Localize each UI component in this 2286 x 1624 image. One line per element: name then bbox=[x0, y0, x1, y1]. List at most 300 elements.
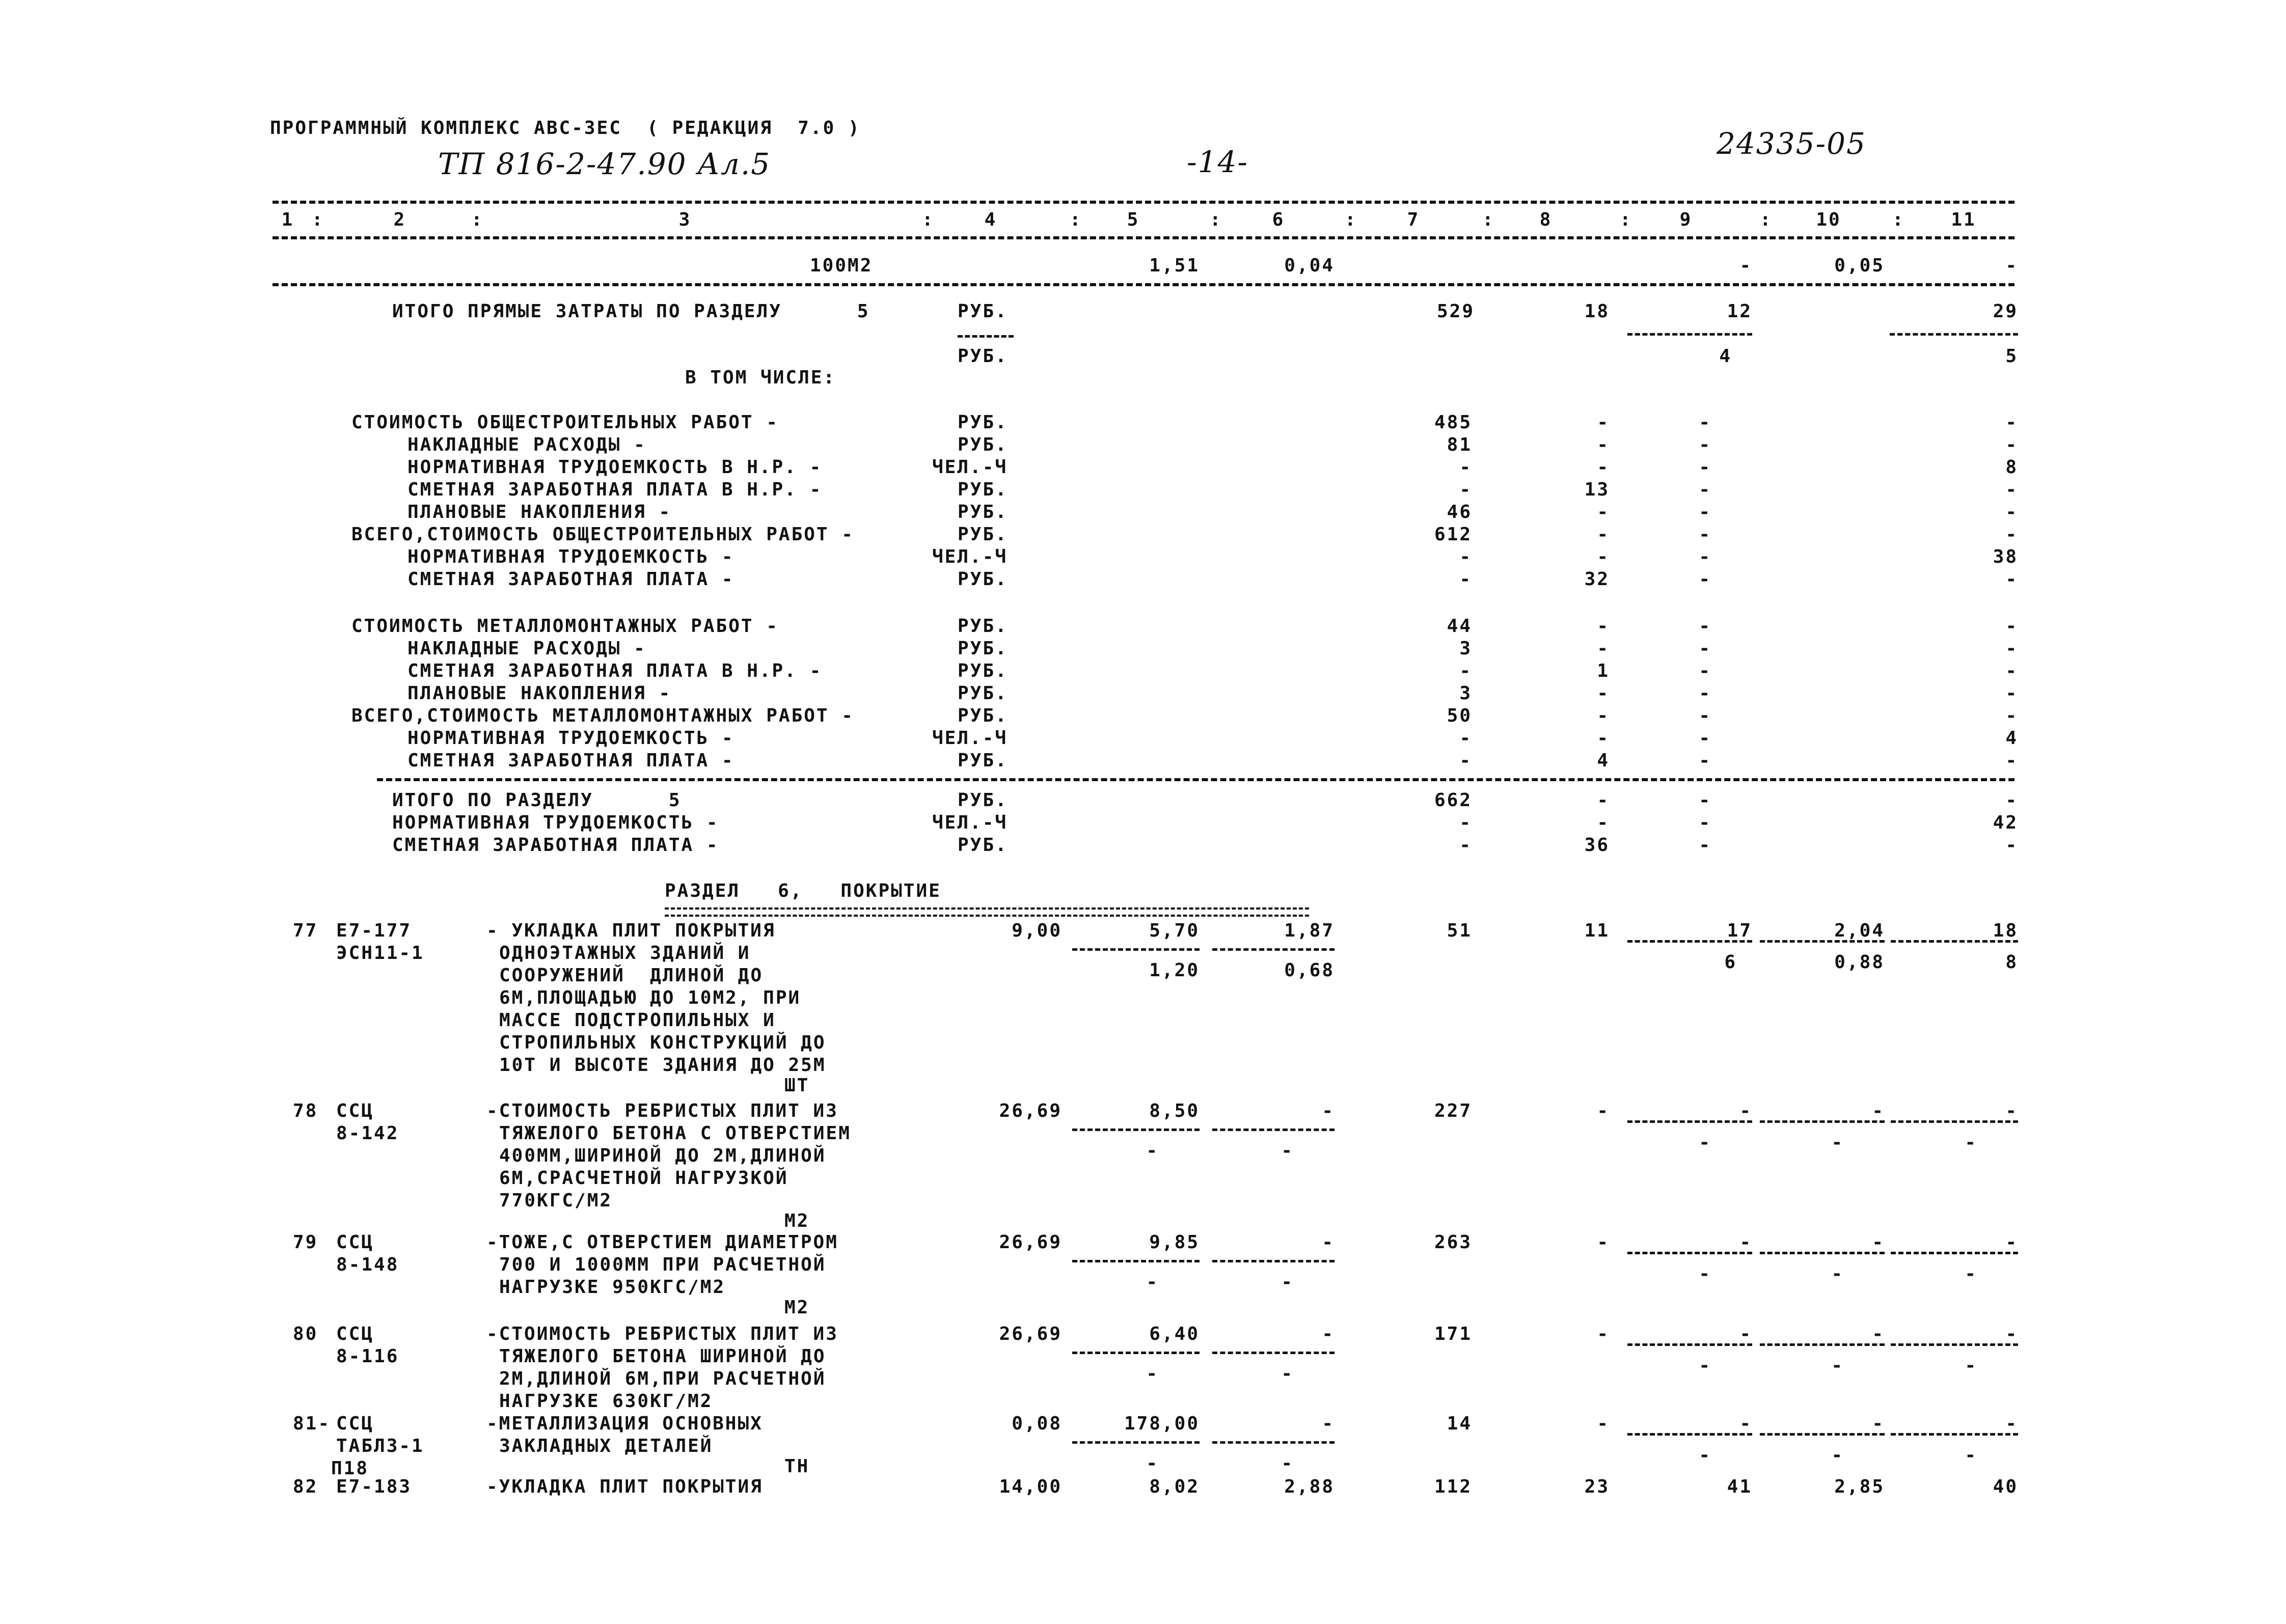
item-code: ССЦ bbox=[336, 1232, 374, 1253]
cell-c5: 9,85 bbox=[1149, 1232, 1200, 1253]
cell-c5-secondary: - bbox=[1146, 1140, 1159, 1161]
sub-rule bbox=[1627, 1343, 1752, 1346]
cost-label: НАКЛАДНЫЕ РАСХОДЫ - bbox=[407, 434, 646, 455]
cell-c9: - bbox=[1699, 790, 1711, 811]
item-description-line: ЗАКЛАДНЫХ ДЕТАЛЕЙ bbox=[499, 1436, 713, 1456]
cell-c7: 171 bbox=[1434, 1324, 1472, 1344]
item-description-line: 700 И 1000ММ ПРИ РАСЧЕТНОЙ bbox=[499, 1254, 826, 1275]
unit-label: 100М2 bbox=[810, 255, 873, 276]
item-number: 81- bbox=[293, 1413, 331, 1434]
unit-cell: РУБ. bbox=[958, 412, 1008, 433]
cost-label: СМЕТНАЯ ЗАРАБОТНАЯ ПЛАТА - bbox=[407, 569, 734, 590]
cell-c5: 5,70 bbox=[1149, 920, 1200, 941]
cell-c8: - bbox=[1597, 1324, 1610, 1344]
cell-c10: - bbox=[1872, 1232, 1885, 1253]
item-code: Е7-183 bbox=[336, 1476, 412, 1497]
cell-c5: 8,02 bbox=[1149, 1476, 1200, 1497]
item-description-line: 10Т И ВЫСОТЕ ЗДАНИЯ ДО 25М bbox=[499, 1055, 826, 1076]
cell-c10-secondary: - bbox=[1831, 1263, 1844, 1284]
cell-c4: 26,69 bbox=[999, 1232, 1062, 1253]
cell-c9: - bbox=[1699, 457, 1711, 478]
cell-c7: - bbox=[1459, 750, 1472, 771]
column-separator: : bbox=[312, 209, 324, 230]
item-code: ССЦ bbox=[336, 1100, 374, 1121]
cell-c7: - bbox=[1459, 835, 1472, 856]
cell-c11: - bbox=[2005, 660, 2018, 681]
cell-c9-secondary: - bbox=[1699, 1355, 1711, 1376]
cell-c7: 51 bbox=[1447, 920, 1472, 941]
cell-c11: - bbox=[2005, 1413, 2018, 1434]
sub-rule bbox=[1891, 1252, 2018, 1254]
cell-c8: 1 bbox=[1597, 660, 1610, 681]
cell-c11: 29 bbox=[1993, 301, 2018, 322]
cell-c10: 2,04 bbox=[1834, 920, 1885, 941]
item-number: 80 bbox=[293, 1324, 318, 1344]
cell-c11: 5 bbox=[2005, 346, 2018, 367]
sub-rule bbox=[1760, 1120, 1885, 1123]
cell-c7: - bbox=[1459, 457, 1472, 478]
item-description-line: 2М,ДЛИНОЙ 6М,ПРИ РАСЧЕТНОЙ bbox=[499, 1368, 826, 1389]
sub-rule bbox=[1212, 948, 1335, 951]
cell-c11: - bbox=[2005, 616, 2018, 637]
item-code: Е7-177 bbox=[336, 920, 412, 941]
totals-label: ИТОГО ПРЯМЫЕ ЗАТРАТЫ ПО РАЗДЕЛУ 5 bbox=[392, 301, 870, 322]
cell-c11: - bbox=[2005, 524, 2018, 545]
item-code: П18 bbox=[331, 1458, 369, 1479]
item-description-line: -СТОИМОСТЬ РЕБРИСТЫХ ПЛИТ ИЗ bbox=[486, 1324, 838, 1344]
cell-c9-secondary: - bbox=[1699, 1445, 1711, 1466]
cell-c8: 32 bbox=[1584, 569, 1610, 590]
cell-c6-secondary: 0,68 bbox=[1284, 960, 1335, 981]
unit-cell: РУБ. bbox=[958, 705, 1008, 726]
cell-c10: - bbox=[1872, 1100, 1885, 1121]
column-separator: : bbox=[1620, 209, 1632, 230]
cell-c5: 1,51 bbox=[1149, 255, 1200, 276]
item-description-line: ТЯЖЕЛОГО БЕТОНА ШИРИНОЙ ДО bbox=[499, 1346, 826, 1367]
column-header-2: 2 bbox=[393, 209, 406, 230]
sub-rule bbox=[1627, 1120, 1752, 1123]
cost-label: СМЕТНАЯ ЗАРАБОТНАЯ ПЛАТА В Н.Р. - bbox=[407, 660, 823, 681]
cell-c8: 36 bbox=[1584, 835, 1610, 856]
sub-rule bbox=[1212, 1352, 1335, 1354]
column-separator: : bbox=[471, 209, 484, 230]
column-separator: : bbox=[1892, 209, 1905, 230]
cost-label: НОРМАТИВНАЯ ТРУДОЕМКОСТЬ - bbox=[407, 728, 734, 749]
cell-c7: 112 bbox=[1434, 1476, 1472, 1497]
archive-number: 24335-05 bbox=[1717, 126, 1866, 161]
cell-c9: - bbox=[1699, 546, 1711, 567]
column-separator: : bbox=[922, 209, 935, 230]
cost-label: НАКЛАДНЫЕ РАСХОДЫ - bbox=[407, 638, 646, 659]
cell-c5: 178,00 bbox=[1124, 1413, 1200, 1434]
cost-label: ПЛАНОВЫЕ НАКОПЛЕНИЯ - bbox=[407, 683, 672, 704]
cell-c10-secondary: - bbox=[1831, 1355, 1844, 1376]
sub-rule bbox=[1891, 940, 2018, 943]
cell-c6-secondary: - bbox=[1281, 1363, 1294, 1384]
item-description-line: СООРУЖЕНИЙ ДЛИНОЙ ДО bbox=[499, 965, 764, 986]
cell-c10: - bbox=[1872, 1413, 1885, 1434]
cell-c8: - bbox=[1597, 502, 1610, 522]
section-title: РАЗДЕЛ 6, ПОКРЫТИЕ bbox=[665, 880, 941, 901]
cell-c9: - bbox=[1699, 616, 1711, 637]
sub-rule bbox=[1890, 333, 2018, 336]
cell-c7: - bbox=[1459, 728, 1472, 749]
cell-c8: - bbox=[1597, 616, 1610, 637]
column-header-3: 3 bbox=[678, 209, 692, 230]
unit-cell: РУБ. bbox=[958, 683, 1008, 704]
cell-c10: 2,85 bbox=[1834, 1476, 1885, 1497]
item-code: 8-148 bbox=[336, 1254, 399, 1275]
column-separator: : bbox=[1760, 209, 1773, 230]
cell-c6: - bbox=[1322, 1324, 1335, 1344]
unit-cell: РУБ. bbox=[958, 638, 1008, 659]
cell-c8: - bbox=[1597, 524, 1610, 545]
cell-c8: - bbox=[1597, 434, 1610, 455]
program-header: ПРОГРАММНЫЙ КОМПЛЕКС АВС-ЗЕС ( РЕДАКЦИЯ 7.0 ) bbox=[270, 118, 861, 139]
cell-c11: - bbox=[2005, 502, 2018, 522]
cell-c5-secondary: - bbox=[1146, 1453, 1159, 1474]
cell-c7: - bbox=[1459, 660, 1472, 681]
sub-rule bbox=[1072, 1352, 1200, 1354]
section-title-rule bbox=[665, 907, 1309, 917]
cell-c7: 81 bbox=[1447, 434, 1472, 455]
cell-c6: - bbox=[1322, 1100, 1335, 1121]
cell-c4: 26,69 bbox=[999, 1100, 1062, 1121]
cell-c8: - bbox=[1597, 412, 1610, 433]
cost-label: ПЛАНОВЫЕ НАКОПЛЕНИЯ - bbox=[407, 502, 672, 522]
cell-c7: - bbox=[1459, 569, 1472, 590]
cell-c11: - bbox=[2005, 1232, 2018, 1253]
cell-c4: 26,69 bbox=[999, 1324, 1062, 1344]
item-description-line: -ТОЖЕ,С ОТВЕРСТИЕМ ДИАМЕТРОМ bbox=[486, 1232, 838, 1253]
cell-c6-secondary: - bbox=[1281, 1453, 1294, 1474]
cost-label: НОРМАТИВНАЯ ТРУДОЕМКОСТЬ - bbox=[407, 546, 734, 567]
column-separator: : bbox=[1210, 209, 1222, 230]
cell-c9: 17 bbox=[1727, 920, 1752, 941]
column-separator: : bbox=[1070, 209, 1082, 230]
column-separator: : bbox=[1482, 209, 1495, 230]
cell-c7: 263 bbox=[1434, 1232, 1472, 1253]
cell-c9: - bbox=[1739, 1324, 1752, 1344]
column-header-8: 8 bbox=[1539, 209, 1553, 230]
unit-cell: ЧЕЛ.-Ч bbox=[932, 457, 1008, 478]
item-description-line: - УКЛАДКА ПЛИТ ПОКРЫТИЯ bbox=[486, 920, 776, 941]
cell-c11: 38 bbox=[1993, 546, 2018, 567]
cell-c10-secondary: - bbox=[1831, 1445, 1844, 1466]
cell-c11: - bbox=[2005, 255, 2018, 276]
sub-rule bbox=[1072, 948, 1200, 951]
column-header-1: 1 bbox=[281, 209, 294, 230]
item-description-line: 6М,ПЛОЩАДЬЮ ДО 10М2, ПРИ bbox=[499, 987, 801, 1008]
item-description-line: -СТОИМОСТЬ РЕБРИСТЫХ ПЛИТ ИЗ bbox=[486, 1100, 838, 1121]
cell-c7: 14 bbox=[1447, 1413, 1472, 1434]
cell-c9: - bbox=[1739, 255, 1752, 276]
cell-c11: 4 bbox=[2005, 728, 2018, 749]
cell-c6-secondary: - bbox=[1281, 1272, 1294, 1292]
cell-c8: 23 bbox=[1584, 1476, 1610, 1497]
section-rule bbox=[377, 778, 2015, 781]
cell-c9: - bbox=[1699, 638, 1711, 659]
column-header-5: 5 bbox=[1127, 209, 1140, 230]
cell-c8: - bbox=[1597, 638, 1610, 659]
sub-rule bbox=[1891, 1343, 2018, 1346]
cell-c9-secondary: - bbox=[1699, 1132, 1711, 1153]
sub-rule bbox=[1627, 1252, 1752, 1254]
unit-cell: ЧЕЛ.-Ч bbox=[932, 728, 1008, 749]
cell-c9: - bbox=[1699, 502, 1711, 522]
document-code: ТП 816-2-47.90 Ал.5 bbox=[438, 147, 771, 181]
section-total-label: СМЕТНАЯ ЗАРАБОТНАЯ ПЛАТА - bbox=[392, 835, 719, 856]
unit-cell: РУБ. bbox=[958, 346, 1008, 367]
item-code: ЭСН11-1 bbox=[336, 943, 424, 964]
subheading: В ТОМ ЧИСЛЕ: bbox=[685, 367, 836, 388]
item-description-line: ТЯЖЕЛОГО БЕТОНА С ОТВЕРСТИЕМ bbox=[499, 1123, 851, 1144]
sub-rule bbox=[1212, 1441, 1335, 1444]
cell-c10-secondary: 0,88 bbox=[1834, 952, 1885, 973]
cell-c7: - bbox=[1459, 812, 1472, 833]
cell-c7: 662 bbox=[1434, 790, 1472, 811]
column-header-4: 4 bbox=[984, 209, 997, 230]
cell-c7: 44 bbox=[1447, 616, 1472, 637]
cell-c5-secondary: - bbox=[1146, 1363, 1159, 1384]
sub-rule bbox=[1072, 1128, 1200, 1131]
cell-c11: - bbox=[2005, 412, 2018, 433]
cell-c11: - bbox=[2005, 705, 2018, 726]
row-rule bbox=[273, 283, 2015, 286]
cell-c10: 0,05 bbox=[1834, 255, 1885, 276]
cell-c9: - bbox=[1699, 750, 1711, 771]
cell-c11: - bbox=[2005, 1100, 2018, 1121]
unit-cell: РУБ. bbox=[958, 434, 1008, 455]
cell-c8: - bbox=[1597, 728, 1610, 749]
sub-rule bbox=[1760, 1343, 1885, 1346]
cell-c8: 4 bbox=[1597, 750, 1610, 771]
cell-c9: - bbox=[1699, 835, 1711, 856]
cell-c9-secondary: 6 bbox=[1724, 952, 1737, 973]
cell-c11: - bbox=[2005, 835, 2018, 856]
unit-cell: РУБ. bbox=[958, 301, 1008, 322]
cell-c4: 0,08 bbox=[1012, 1413, 1062, 1434]
cost-label: ВСЕГО,СТОИМОСТЬ МЕТАЛЛОМОНТАЖНЫХ РАБОТ - bbox=[351, 705, 854, 726]
sub-rule bbox=[1891, 1120, 2018, 1123]
item-description-line: 6М,СРАСЧЕТНОЙ НАГРУЗКОЙ bbox=[499, 1168, 788, 1189]
item-description-line: -УКЛАДКА ПЛИТ ПОКРЫТИЯ bbox=[486, 1476, 763, 1497]
cell-c6: 2,88 bbox=[1284, 1476, 1335, 1497]
item-description-line: НАГРУЗКЕ 950КГС/М2 bbox=[499, 1277, 726, 1298]
cell-c11-secondary: - bbox=[1965, 1445, 1977, 1466]
cell-c11: 40 bbox=[1993, 1476, 2018, 1497]
cell-c8: - bbox=[1597, 790, 1610, 811]
cost-label: НОРМАТИВНАЯ ТРУДОЕМКОСТЬ В Н.Р. - bbox=[407, 457, 823, 478]
cell-c11: - bbox=[2005, 638, 2018, 659]
cell-c5: 6,40 bbox=[1149, 1324, 1200, 1344]
cell-c9: - bbox=[1699, 683, 1711, 704]
cost-label: ВСЕГО,СТОИМОСТЬ ОБЩЕСТРОИТЕЛЬНЫХ РАБОТ - bbox=[351, 524, 854, 545]
cell-c9: - bbox=[1699, 812, 1711, 833]
unit-cell: М2 bbox=[784, 1210, 810, 1231]
cell-c9: - bbox=[1699, 705, 1711, 726]
item-description-line: ОДНОЭТАЖНЫХ ЗДАНИЙ И bbox=[499, 943, 751, 964]
sub-rule bbox=[1627, 940, 1752, 943]
unit-cell: РУБ. bbox=[958, 616, 1008, 637]
cell-c7: - bbox=[1459, 479, 1472, 500]
cell-c4: 9,00 bbox=[1012, 920, 1062, 941]
section-total-label: НОРМАТИВНАЯ ТРУДОЕМКОСТЬ - bbox=[392, 812, 719, 833]
item-description-line: МАССЕ ПОДСТРОПИЛЬНЫХ И bbox=[499, 1010, 776, 1031]
cell-c9: 4 bbox=[1719, 346, 1732, 367]
column-separator: : bbox=[1345, 209, 1357, 230]
cell-c11: - bbox=[2005, 790, 2018, 811]
cell-c7: 612 bbox=[1434, 524, 1472, 545]
cost-label: СМЕТНАЯ ЗАРАБОТНАЯ ПЛАТА - bbox=[407, 750, 734, 771]
cell-c11: - bbox=[2005, 1324, 2018, 1344]
item-code: ССЦ bbox=[336, 1413, 374, 1434]
cell-c11-secondary: - bbox=[1965, 1355, 1977, 1376]
cell-c9: 12 bbox=[1727, 301, 1752, 322]
item-number: 79 bbox=[293, 1232, 318, 1253]
column-header-9: 9 bbox=[1679, 209, 1693, 230]
cell-c9: - bbox=[1739, 1232, 1752, 1253]
cell-c8: 11 bbox=[1584, 920, 1610, 941]
cell-c11: 18 bbox=[1993, 920, 2018, 941]
sub-rule bbox=[1891, 1433, 2018, 1436]
cell-c7: 3 bbox=[1459, 638, 1472, 659]
unit-cell: РУБ. bbox=[958, 790, 1008, 811]
cell-c8: - bbox=[1597, 457, 1610, 478]
item-code: ТАБЛ3-1 bbox=[336, 1436, 424, 1456]
unit-cell: ШТ bbox=[784, 1075, 810, 1096]
item-description-line: -МЕТАЛЛИЗАЦИЯ ОСНОВНЫХ bbox=[486, 1413, 763, 1434]
cell-c5-secondary: 1,20 bbox=[1149, 960, 1200, 981]
section-total-label: ИТОГО ПО РАЗДЕЛУ 5 bbox=[392, 790, 682, 811]
cell-c11: - bbox=[2005, 434, 2018, 455]
item-number: 77 bbox=[293, 920, 318, 941]
unit-cell: М2 bbox=[784, 1297, 810, 1318]
cell-c5: 8,50 bbox=[1149, 1100, 1200, 1121]
cell-c6: - bbox=[1322, 1232, 1335, 1253]
cell-c8: 13 bbox=[1584, 479, 1610, 500]
cell-c6: 1,87 bbox=[1284, 920, 1335, 941]
cell-c9-secondary: - bbox=[1699, 1263, 1711, 1284]
sub-rule bbox=[958, 335, 1014, 338]
sub-rule bbox=[1212, 1260, 1335, 1262]
column-header-6: 6 bbox=[1272, 209, 1285, 230]
cell-c11-secondary: - bbox=[1965, 1263, 1977, 1284]
cell-c7: 3 bbox=[1459, 683, 1472, 704]
unit-cell: ЧЕЛ.-Ч bbox=[932, 812, 1008, 833]
unit-cell: РУБ. bbox=[958, 524, 1008, 545]
cell-c6-secondary: - bbox=[1281, 1140, 1294, 1161]
item-number: 78 bbox=[293, 1100, 318, 1121]
cell-c11: - bbox=[2005, 569, 2018, 590]
cell-c11: - bbox=[2005, 750, 2018, 771]
item-code: 8-142 bbox=[336, 1123, 399, 1144]
cell-c8: 18 bbox=[1584, 301, 1610, 322]
cell-c11-secondary: 8 bbox=[2005, 952, 2018, 973]
cell-c9: - bbox=[1699, 569, 1711, 590]
sub-rule bbox=[1212, 1128, 1335, 1131]
cell-c11: - bbox=[2005, 683, 2018, 704]
sub-rule bbox=[1627, 333, 1752, 336]
cell-c8: - bbox=[1597, 705, 1610, 726]
cell-c4: 14,00 bbox=[999, 1476, 1062, 1497]
unit-cell: ЧЕЛ.-Ч bbox=[932, 546, 1008, 567]
cost-label: СТОИМОСТЬ МЕТАЛЛОМОНТАЖНЫХ РАБОТ - bbox=[351, 616, 779, 637]
cell-c9: - bbox=[1699, 479, 1711, 500]
unit-cell: РУБ. bbox=[958, 660, 1008, 681]
cell-c9: - bbox=[1739, 1413, 1752, 1434]
unit-cell: РУБ. bbox=[958, 750, 1008, 771]
unit-cell: РУБ. bbox=[958, 569, 1008, 590]
cost-label: СМЕТНАЯ ЗАРАБОТНАЯ ПЛАТА В Н.Р. - bbox=[407, 479, 823, 500]
cell-c8: - bbox=[1597, 1100, 1610, 1121]
item-number: 82 bbox=[293, 1476, 318, 1497]
sub-rule bbox=[1072, 1260, 1200, 1262]
cell-c6: - bbox=[1322, 1413, 1335, 1434]
unit-cell: ТН bbox=[784, 1456, 810, 1477]
cell-c6: 0,04 bbox=[1284, 255, 1335, 276]
cell-c11: 42 bbox=[1993, 812, 2018, 833]
cell-c7: 46 bbox=[1447, 502, 1472, 522]
cell-c7: 485 bbox=[1434, 412, 1472, 433]
cell-c7: 529 bbox=[1436, 301, 1475, 322]
cell-c7: 50 bbox=[1447, 705, 1472, 726]
cell-c9: 41 bbox=[1727, 1476, 1752, 1497]
column-header-10: 10 bbox=[1816, 209, 1841, 230]
cell-c10: - bbox=[1872, 1324, 1885, 1344]
unit-cell: РУБ. bbox=[958, 835, 1008, 856]
cell-c11: - bbox=[2005, 479, 2018, 500]
item-code: 8-116 bbox=[336, 1346, 399, 1367]
column-header-11: 11 bbox=[1951, 209, 1976, 230]
sub-rule bbox=[1760, 1433, 1885, 1436]
cell-c8: - bbox=[1597, 546, 1610, 567]
cost-label: СТОИМОСТЬ ОБЩЕСТРОИТЕЛЬНЫХ РАБОТ - bbox=[351, 412, 779, 433]
cell-c9: - bbox=[1699, 434, 1711, 455]
unit-cell: РУБ. bbox=[958, 502, 1008, 522]
cell-c7: 227 bbox=[1434, 1100, 1472, 1121]
sub-rule bbox=[1760, 940, 1885, 943]
cell-c8: - bbox=[1597, 1232, 1610, 1253]
sub-rule bbox=[1760, 1252, 1885, 1254]
item-description-line: НАГРУЗКЕ 630КГ/М2 bbox=[499, 1391, 713, 1412]
cell-c11: 8 bbox=[2005, 457, 2018, 478]
cell-c10-secondary: - bbox=[1831, 1132, 1844, 1153]
item-description-line: 400ММ,ШИРИНОЙ ДО 2М,ДЛИНОЙ bbox=[499, 1145, 826, 1166]
cell-c5-secondary: - bbox=[1146, 1272, 1159, 1292]
item-description-line: 770КГС/М2 bbox=[499, 1190, 613, 1211]
cell-c8: - bbox=[1597, 812, 1610, 833]
cell-c9: - bbox=[1699, 660, 1711, 681]
cell-c9: - bbox=[1699, 728, 1711, 749]
cell-c9: - bbox=[1739, 1100, 1752, 1121]
header-rule-top bbox=[273, 201, 2015, 204]
item-description-line: СТРОПИЛЬНЫХ КОНСТРУКЦИЙ ДО bbox=[499, 1032, 826, 1053]
page-number: -14- bbox=[1187, 145, 1248, 179]
cell-c7: - bbox=[1459, 546, 1472, 567]
sub-rule bbox=[1627, 1433, 1752, 1436]
unit-cell: РУБ. bbox=[958, 479, 1008, 500]
cell-c9: - bbox=[1699, 524, 1711, 545]
sub-rule bbox=[1072, 1441, 1200, 1444]
header-rule-bottom bbox=[273, 236, 2015, 239]
cell-c11-secondary: - bbox=[1965, 1132, 1977, 1153]
cell-c9: - bbox=[1699, 412, 1711, 433]
cell-c8: - bbox=[1597, 1413, 1610, 1434]
item-code: ССЦ bbox=[336, 1324, 374, 1344]
column-header-7: 7 bbox=[1407, 209, 1420, 230]
cell-c8: - bbox=[1597, 683, 1610, 704]
